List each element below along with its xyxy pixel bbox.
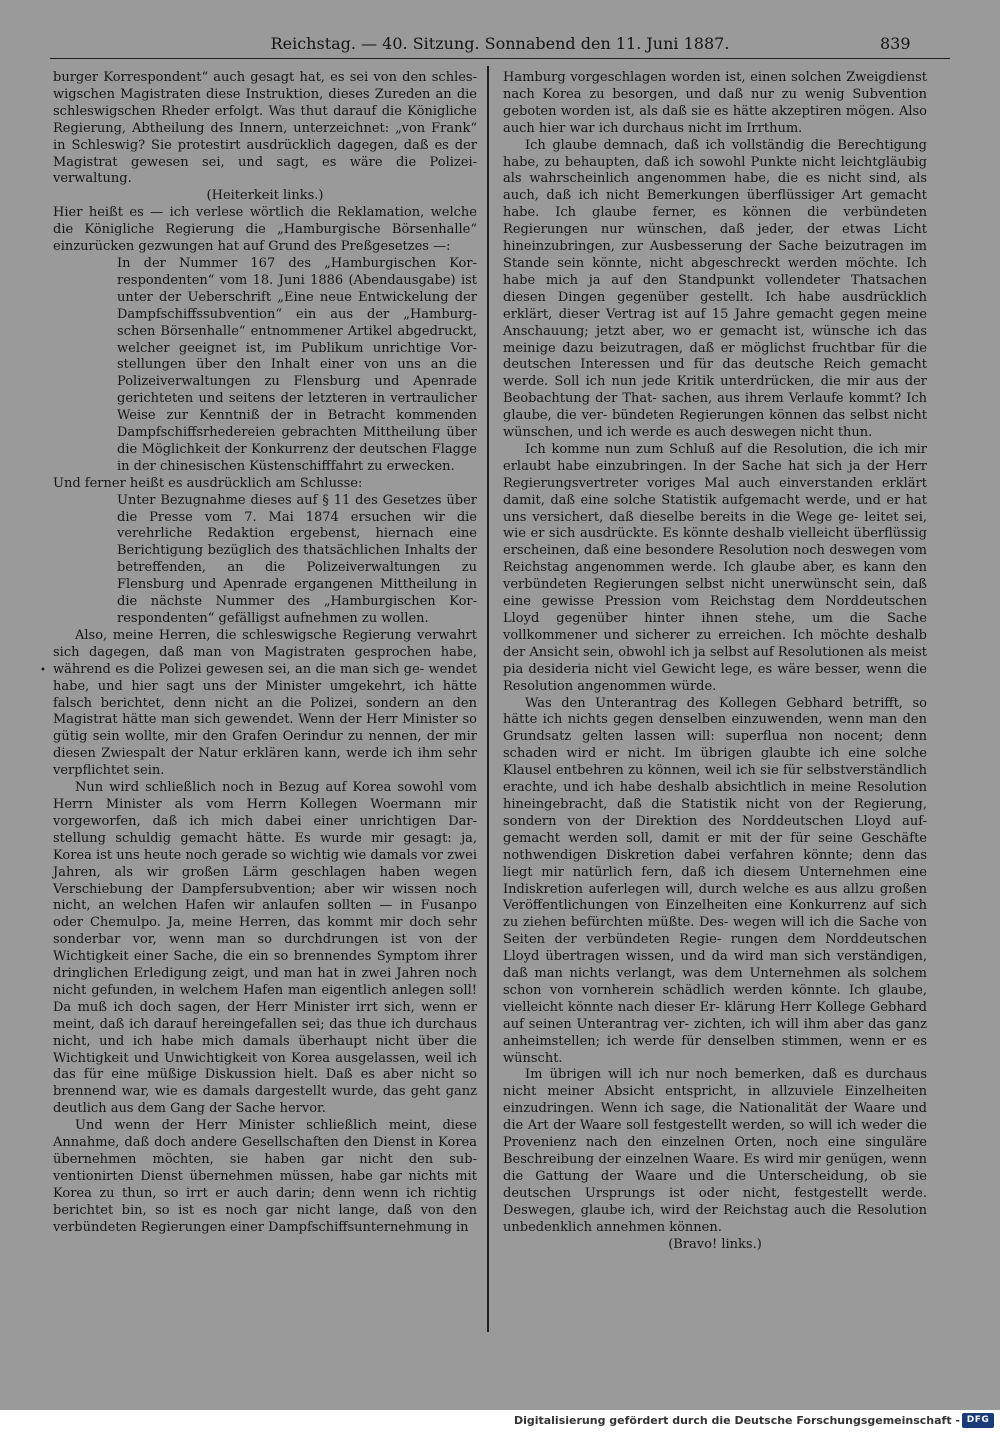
dfg-logo-icon: DFG: [962, 1413, 994, 1428]
block-quote: Unter Bezugnahme dieses auf § 11 des Gesetzes über die Presse vom 7. Mai 1874 ersuchen wir die verehrliche Redaktion ergebenst, hiernach eine Berichtigung bezüglich des thatsächlichen Inhalts der betreffenden, an die Polizeiverwaltungen zu Flensburg und Apenrade ergangenen Mittheilung in die nächste Nummer des „Hamburgischen Kor- respondenten“ gefälligst aufnehmen zu wollen.: [117, 492, 477, 626]
paragraph: Ich komme nun zum Schluß auf die Resolution, die ich mir erlaubt habe einzubringen. In der Sache hat sich ja der Herr Regierungsvertreter voriges Mal auch einverstanden erklärt damit, daß eine solche Statistik aufgemacht werde, und er hat uns versichert, daß dieselbe bereits in die Wege ge- leitet sei, wie er sich ausdrückte. Es könnte deshalb vielleicht überflüssig erscheinen, daß eine besondere Resolution noch deswegen vom Reichstag angenommen werde. Ich glaube aber, es kann den verbündeten Regierungen selbst nicht unerwünscht sein, daß eine gewisse Pression vom Reichstag dem Norddeutschen Lloyd gegenüber hinter ihnen stehe, um die Sache vollkommener und sicherer zu erreichen. Ich möchte deshalb der Ansicht sein, obwohl ich ja selbst auf Resolutionen als meist pia desideria nicht viel Gewicht lege, es wäre besser, wenn die Resolution angenommen würde.: [503, 441, 927, 694]
paragraph: Hamburg vorgeschlagen worden ist, einen solchen Zweigdienst nach Korea zu besorgen, und daß nur zu wenig Subvention geboten worden ist, als daß sie es hätte akzeptiren mögen. Also auch hier war ich durchaus nicht im Irrthum.: [503, 70, 927, 136]
column-divider: [487, 66, 489, 1332]
page-number: 839: [880, 34, 911, 53]
right-column: [503, 70, 927, 1253]
interjection: (Bravo! links.): [668, 1236, 762, 1252]
left-column: [53, 70, 477, 1237]
footer-bar: [0, 1410, 1000, 1432]
paragraph: Was den Unterantrag des Kollegen Gebhard betrifft, so hätte ich nichts gegen denselben einzuwenden, wenn man den Grundsatz gelten lassen will: superflua non nocent; denn schaden wird er nicht. Im übrigen glaubte ich eine solche Klausel entbehren zu können, weil ich sie für selbstverständlich erachte, und ich habe deshalb absichtlich in meine Resolution hineingebracht, daß die Statistik nicht von der Regierung, sondern von der Direktion des Norddeutschen Lloyd auf- gemacht werden soll, damit er mit der für seine Geschäfte nothwendigen Diskretion dabei verfahren könnte; denn das liegt mir natürlich fern, daß ich diesem Unternehmen eine Indiskretion auferlegen will, durch welche es aus allzu großen Veröffentlichungen von Einzelheiten eine Konkurrenz auf sich zu ziehen befürchten müßte. Des- wegen will ich die Sache von Seiten der verbündeten Regie- rungen dem Norddeutschen Lloyd übertragen wissen, und da wird man sich verständigen, daß man nichts verlangt, was dem Unternehmen als solchem schon von vornherein schädlich werden könnte. Ich glaube, vielleicht könnte nach dieser Er- klärung Herr Kollege Gebhard auf seinen Unterantrag ver- zichten, ich will ihm aber das ganz anheimstellen; ich werde für denselben stimmen, wenn er es wünscht.: [503, 695, 927, 1066]
paragraph: Hier heißt es — ich verlese wörtlich die Reklamation, welche die Königliche Regierung die „Hamburgische Börsenhalle“ einzurücken gezwungen hat auf Grund des Preßgesetzes —:: [53, 205, 477, 255]
paragraph: Also, meine Herren, die schleswigsche Regierung verwahrt sich dagegen, daß man von Magistraten gesprochen habe, während es die Polizei gewesen sei, an die man sich ge- wendet habe, und hier sagt uns der Minister umgekehrt, ich hätte falsch berichtet, denn nicht an die Polizei, sondern an den Magistrat hätte man sich gewendet. Wenn der Herr Minister so gütig sein wollte, mir den Grafen Oerindur zu nennen, der mir diesen Zwiespalt der Natur erklären kann, werde ich ihm sehr verpflichtet sein.: [53, 627, 477, 779]
paragraph: Im übrigen will ich nur noch bemerken, daß es durchaus nicht meiner Absicht entspricht, in allzuviele Einzelheiten einzudringen. Wenn ich sage, die Nationalität der Waare und die Art der Waare soll festgestellt werden, so will ich weder die Provenienz nach den einzelnen Orten, noch eine singuläre Beschreibung der einzelnen Waare. Es wird mir genügen, wenn die Gattung der Waare und die Unterscheidung, ob sie deutschen Ursprungs ist oder nicht, festgestellt werde. Deswegen, glaube ich, wird der Reichstag auch die Resolution unbedenklich annehmen können.: [503, 1067, 927, 1235]
paragraph: Und ferner heißt es ausdrücklich am Schlusse:: [53, 475, 363, 491]
running-title: Reichstag. — 40. Sitzung. Sonnabend den 11. Juni 1887.: [270, 34, 730, 53]
interjection: (Heiterkeit links.): [206, 188, 324, 204]
header-rule: [50, 58, 950, 59]
paragraph: Nun wird schließlich noch in Bezug auf Korea sowohl vom Herrn Minister als vom Herrn Kollegen Woermann mir vorgeworfen, daß ich mich dabei einer unrichtigen Dar- stellung schuldig gemacht hätte. Es wurde mir gesagt: ja, Korea ist uns heute noch gerade so wichtig wie damals vor zwei Jahren, als wir großen Lärm geschlagen haben wegen Verschiebung der Dampfersubvention; aber wir wissen noch nicht, an welchen Hafen wir anlaufen sollten — in Fusanpo oder Chemulpo. Ja, meine Herren, das kommt mir doch sehr sonderbar vor, wenn man so durchdrungen ist von der Wichtigkeit einer Sache, die ein so brennendes Symptom ihrer dringlichen Erledigung zeigt, und man hat in zwei Jahren noch nicht gefunden, in welchem Hafen man eigentlich anlegen soll! Da muß ich doch sagen, der Herr Minister irrt sich, wenn er meint, daß ich darauf hereingefallen sei; das thue ich durchaus nicht, und ich habe mich damals überhaupt nicht über die Wichtigkeit und Unwichtigkeit von Korea ausgelassen, weil ich das für eine müßige Diskussion hielt. Daß es aber nicht so brennend war, wie es damals dargestellt wurde, das geht ganz deutlich aus dem Gang der Sache hervor.: [53, 780, 477, 1117]
digitization-credit: Digitalisierung gefördert durch die Deutsche Forschungsgemeinschaft -: [513, 1414, 960, 1427]
block-quote: In der Nummer 167 des „Hamburgischen Kor- respondenten“ vom 18. Juni 1886 (Abendausgabe) ist unter der Ueberschrift „Eine neue Entwickelung der Dampfschiffssubvention“ ein aus der „Hamburg- schen Börsenhalle“ entnommener Artikel abgedruckt, welcher geeignet ist, im Publikum unrichtige Vor- stellungen über den Inhalt einer von uns an die Polizeiverwaltungen zu Flensburg und Apenrade gerichteten und seitens der letzteren in vertraulicher Weise zur Kenntniß der in Betracht kommenden Dampfschiffsrhedereien gebrachten Mittheilung über die Möglichkeit der Konkurrenz der deutschen Flagge in der chinesischen Küstenschifffahrt zu erwecken.: [117, 255, 477, 474]
margin-mark: •: [40, 665, 46, 676]
paragraph: Und wenn der Herr Minister schließlich meint, diese Annahme, daß doch andere Gesellschaften den Dienst in Korea übernehmen möchten, sie haben gar nicht den sub- ventionirten Dienst übernehmen müssen, habe gar nichts mit Korea zu thun, so irrt er auch darin; denn wenn ich richtig berichtet bin, so ist es noch gar nicht lange, daß von den verbündeten Regierungen einer Dampfschiffsunternehmung in: [53, 1118, 477, 1235]
paragraph: burger Korrespondent“ auch gesagt hat, es sei von den schles- wigschen Magistraten diese Instruktion, dieses Zureden an die schleswigschen Rheder erfolgt. Was thut darauf die Königliche Regierung, Abtheilung des Innern, unterzeichnet: „von Frank“ in Schleswig? Sie protestirt ausdrücklich dagegen, daß es der Magistrat gewesen sei, und sagt, es wäre die Polizei- verwaltung.: [53, 70, 477, 187]
page-header: [0, 0, 1000, 60]
paragraph: Ich glaube demnach, daß ich vollständig die Berechtigung habe, zu behaupten, daß ich sowohl Punkte nicht leichtgläubig als wahrscheinlich angenommen habe, die es nicht sind, als auch, daß ich nicht Bemerkungen überflüssiger Art gemacht habe. Ich glaube ferner, es können die verbündeten Regierungen nur wünschen, daß jeder, der etwas Licht hineinzubringen, zur Ausbesserung der Sache beizutragen im Stande sein könnte, nicht abgeschreckt werden möchte. Ich habe mich ja auf den Standpunkt vollendeter Thatsachen diesen Dingen gegenüber gestellt. Ich habe ausdrücklich erklärt, dieser Vertrag ist auf 15 Jahre gemacht gegen meine Anschauung; jetzt aber, wo er gemacht ist, wünsche ich das meinige dazu beizutragen, daß er möglichst fruchtbar für die deutschen Interessen und für das deutsche Reich gemacht werde. Soll ich nun jede Kritik unterdrücken, die mir aus der Beobachtung der That- sachen, aus ihrem Verlaufe kommt? Ich glaube, die ver- bündeten Regierungen können das selbst nicht wünschen, und ich werde es auch deswegen nicht thun.: [503, 137, 927, 441]
